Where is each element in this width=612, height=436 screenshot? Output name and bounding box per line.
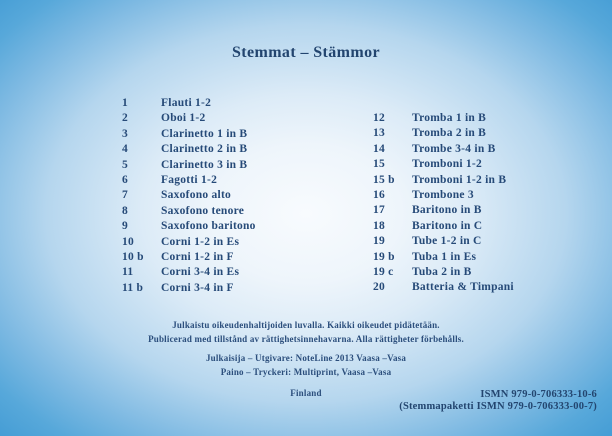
parts-column-right bbox=[373, 111, 514, 296]
part-name: Flauti 1-2 bbox=[161, 97, 212, 109]
part-number: 19 c bbox=[373, 266, 394, 279]
part-row bbox=[122, 265, 256, 280]
part-row bbox=[373, 280, 514, 295]
part-number: 9 bbox=[122, 220, 128, 233]
part-name: Oboi 1-2 bbox=[161, 112, 206, 125]
part-name: Corni 3-4 in Es bbox=[161, 266, 240, 279]
part-name: Saxofono baritono bbox=[161, 220, 256, 233]
part-number: 18 bbox=[373, 219, 385, 232]
part-row bbox=[122, 281, 256, 296]
part-row bbox=[122, 158, 256, 173]
part-number: 13 bbox=[373, 127, 385, 140]
part-name: Tube 1-2 in C bbox=[412, 235, 482, 248]
part-number: 5 bbox=[122, 158, 128, 171]
part-row bbox=[122, 142, 256, 157]
part-name: Clarinetto 1 in B bbox=[161, 127, 248, 140]
part-row bbox=[373, 203, 514, 218]
part-number: 11 b bbox=[122, 281, 144, 294]
part-name: Saxofono tenore bbox=[161, 204, 245, 217]
page-title: Stemmat – Stämmor bbox=[231, 44, 381, 61]
part-row bbox=[122, 127, 256, 142]
part-row bbox=[122, 188, 256, 203]
rights-line-finnish: Julkaistu oikeudenhaltijoiden luvalla. Kaikki oikeudet pidätetään. bbox=[172, 320, 440, 330]
part-row bbox=[373, 234, 514, 249]
part-number: 4 bbox=[122, 143, 128, 156]
part-number: 14 bbox=[373, 142, 385, 155]
part-name: Saxofono alto bbox=[161, 189, 232, 202]
part-number: 2 bbox=[122, 112, 128, 125]
part-number: 16 bbox=[373, 189, 385, 202]
printer-line: Paino – Tryckeri: Multiprint, Vaasa –Vasa bbox=[220, 367, 392, 377]
part-row bbox=[373, 219, 514, 234]
part-name: Trombe 3-4 in B bbox=[412, 142, 496, 155]
part-number: 10 bbox=[122, 235, 134, 248]
publisher-line: Julkaisija – Utgivare: NoteLine 2013 Vaasa –Vasa bbox=[205, 353, 407, 363]
part-number: 20 bbox=[373, 281, 385, 294]
part-number: 7 bbox=[122, 189, 128, 202]
country-label: Finland bbox=[290, 388, 322, 398]
part-row bbox=[373, 126, 514, 141]
part-row bbox=[122, 219, 256, 234]
part-number: 8 bbox=[122, 204, 128, 217]
part-name: Clarinetto 2 in B bbox=[161, 143, 248, 156]
part-row bbox=[373, 157, 514, 172]
ismn-line: ISMN 979-0-706333-10-6 bbox=[480, 389, 597, 400]
part-number: 6 bbox=[122, 174, 128, 187]
part-number: 15 bbox=[373, 158, 385, 171]
part-name: Corni 3-4 in F bbox=[161, 281, 234, 294]
part-row bbox=[122, 250, 256, 265]
part-name: Tromboni 1-2 bbox=[412, 158, 482, 171]
part-name: Tromba 1 in B bbox=[412, 112, 487, 124]
part-name: Baritono in B bbox=[412, 204, 482, 217]
part-number: 11 bbox=[122, 266, 134, 279]
part-number: 19 bbox=[373, 235, 385, 248]
part-name: Batteria & Timpani bbox=[412, 281, 514, 294]
part-name: Tuba 2 in B bbox=[412, 266, 472, 279]
part-row bbox=[122, 204, 256, 219]
part-name: Tuba 1 in Es bbox=[412, 250, 477, 263]
part-name: Fagotti 1-2 bbox=[161, 174, 218, 187]
part-row bbox=[122, 96, 256, 111]
part-name: Tromba 2 in B bbox=[412, 127, 487, 140]
part-row bbox=[373, 142, 514, 157]
part-name: Corni 1-2 in Es bbox=[161, 235, 240, 248]
part-name: Clarinetto 3 in B bbox=[161, 158, 248, 171]
part-name: Tromboni 1-2 in B bbox=[412, 173, 507, 186]
part-number: 17 bbox=[373, 204, 385, 217]
part-number: 3 bbox=[122, 127, 128, 140]
part-row bbox=[373, 111, 514, 126]
ismn-package-line: (Stemmapaketti ISMN 979-0-706333-00-7) bbox=[399, 400, 597, 412]
part-row bbox=[373, 173, 514, 188]
part-number: 10 b bbox=[122, 251, 144, 264]
part-row bbox=[122, 235, 256, 250]
part-name: Baritono in C bbox=[412, 219, 483, 232]
part-number: 15 b bbox=[373, 173, 395, 186]
part-row bbox=[373, 265, 514, 280]
rights-line-swedish: Publicerad med tillstånd av rättighetsinnehavarna. Alla rättigheter förbehålls. bbox=[148, 334, 464, 344]
ismn-block bbox=[399, 389, 597, 412]
part-number: 12 bbox=[373, 112, 385, 124]
part-row bbox=[373, 188, 514, 203]
part-row bbox=[122, 173, 256, 188]
parts-column-left bbox=[122, 96, 256, 296]
part-name: Corni 1-2 in F bbox=[161, 251, 234, 264]
part-row bbox=[122, 111, 256, 126]
part-row bbox=[373, 250, 514, 265]
part-name: Trombone 3 bbox=[412, 189, 474, 202]
part-number: 19 b bbox=[373, 250, 395, 263]
part-number: 1 bbox=[122, 97, 128, 109]
